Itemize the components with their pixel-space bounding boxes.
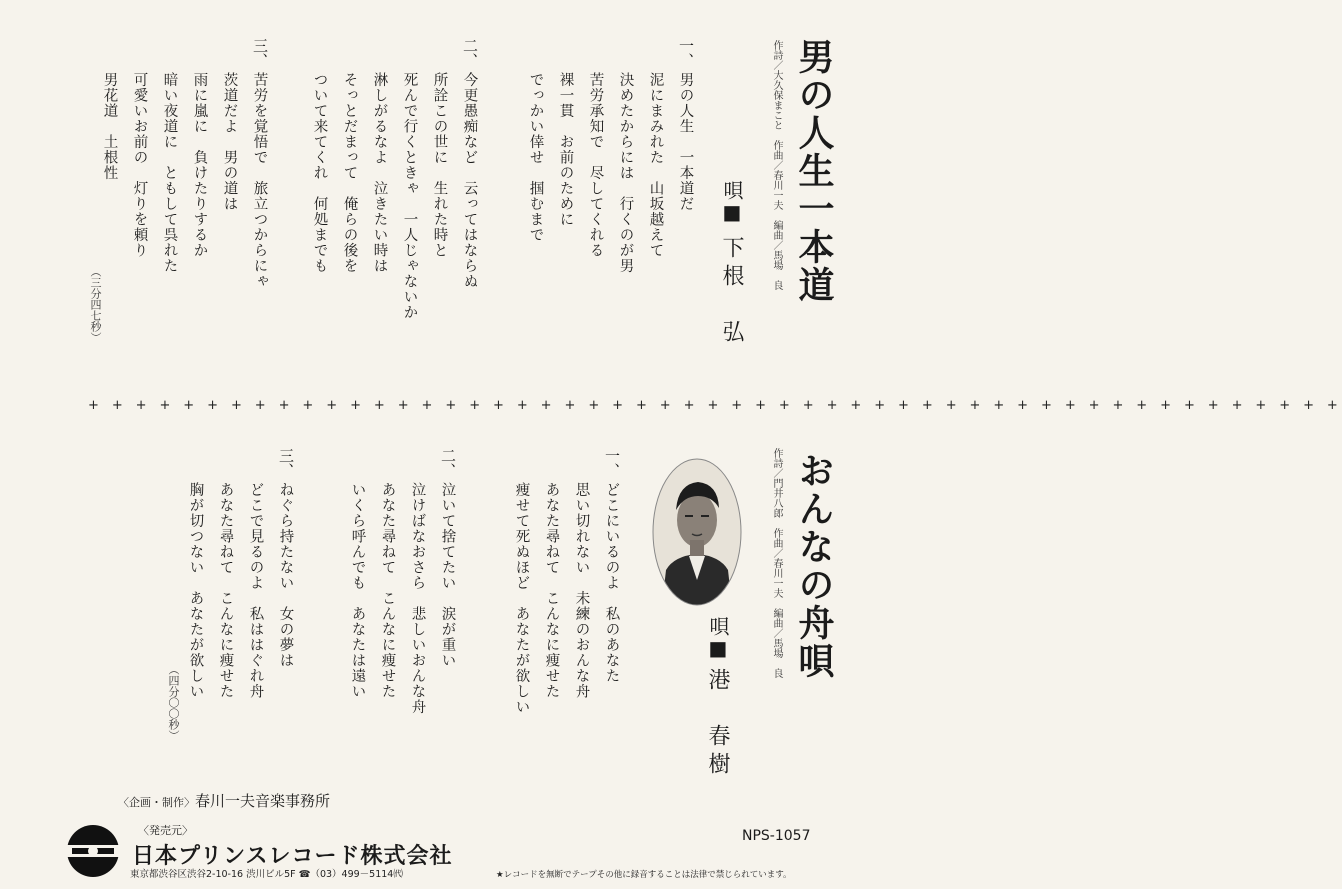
song2-credits: 作詩／門井八郎 作曲／春川一夫 編曲／馬場 良: [771, 448, 782, 678]
record-label-logo: [62, 823, 124, 879]
song1-lyric-line: 泥にまみれた 山坂越えて: [647, 72, 664, 258]
song2-verse3-number: 三、: [277, 448, 295, 478]
production-label: 〈企画・制作〉: [118, 796, 195, 809]
song2-lyric-line: どこにいるのよ 私のあなた: [603, 482, 620, 684]
song1-lyric-line: 所詮この世に 生れた時と: [431, 72, 448, 258]
song1-lyric-line: 今更愚痴など 云ってはならぬ: [461, 72, 478, 289]
song2-lyric-line: ねぐら持たない 女の夢は: [277, 482, 294, 668]
song1-lyric-line: 死んで行くときゃ 一人じゃないか: [401, 72, 418, 320]
song1-lyric-line: 雨に嵐に 負けたりするか: [191, 72, 208, 258]
song1-lyric-line: でっかい倖せ 掴むまで: [527, 72, 544, 243]
copyright-notice: ★レコードを無断でテープその他に録音することは法律で禁じられています。: [496, 870, 792, 880]
song1-lyric-line: 茨道だよ 男の道は: [221, 72, 238, 212]
song1-lyric-line: 裸一貫 お前のために: [557, 72, 574, 227]
song2-singer-name: 港 春樹: [705, 668, 730, 780]
song1-lyric-line: 決めたからには 行くのが男: [617, 72, 634, 274]
song1-lyric-line: 苦労を覚悟で 旅立つからにゃ: [251, 72, 268, 289]
song2-lyric-line: 思い切れない 未練のおんな舟: [573, 482, 590, 699]
song2-verse1-number: 一、: [603, 448, 621, 478]
song1-lyric-line: そっとだまって 俺らの後を: [341, 72, 358, 274]
song2-lyric-line: どこで見るのよ 私ははぐれ舟: [247, 482, 264, 699]
song2-verse2-number: 二、: [439, 448, 457, 478]
song1-verse2-number: 二、: [461, 38, 479, 68]
song2-singer-label: 唄■: [706, 616, 730, 660]
song1-singer-label: 唄■: [720, 180, 744, 224]
song1-lyric-line: 暗い夜道に ともして呉れた: [161, 72, 178, 274]
song1-duration: （三分四七秒）: [89, 266, 102, 343]
song1-singer-name: 下根 弘: [719, 236, 744, 348]
song2-lyric-line: 泣いて捨てたい 涙が重い: [439, 482, 456, 668]
production-credit: [118, 790, 330, 811]
seller-label: 〈発売元〉: [138, 824, 193, 837]
song2-title: おんなの舟唄: [793, 452, 835, 680]
song1-lyric-line: 苦労承知で 尽してくれる: [587, 72, 604, 258]
record-company-name: 日本プリンスレコード株式会社: [132, 844, 453, 869]
song2-duration: （四分〇〇秒）: [167, 664, 180, 741]
song2-lyric-line: 痩せて死ぬほど あなたが欲しい: [513, 482, 530, 715]
song1-lyric-line: 可愛いお前の 灯りを頼り: [131, 72, 148, 258]
song2-lyric-line: 泣けばなおさら 悲しいおんな舟: [409, 482, 426, 715]
song2-lyric-line: あなた尋ねて こんなに痩せた: [217, 482, 234, 699]
company-address: 東京都渋谷区渋谷2-10-16 渋川ビル5F ☎（03）499－5114㈹: [130, 869, 403, 880]
song2-lyric-line: いくら呼んでも あなたは遠い: [349, 482, 366, 699]
song1-title: 男の人生一本道: [793, 38, 835, 304]
song1-verse1-number: 一、: [677, 38, 695, 68]
production-company: 春川一夫音楽事務所: [195, 792, 331, 810]
song2-lyric-line: あなた尋ねて こんなに痩せた: [543, 482, 560, 699]
section-divider: + + + + + + + + + + + + + + + + + + + + + + + + + + + + + + + + + + + + + + + + + + + + + + + + + + + + +: [88, 398, 1342, 413]
singer-portrait: [652, 458, 742, 606]
song1-lyric-line: 男花道 土根性: [101, 72, 118, 181]
song1-lyric-line: 男の人生 一本道だ: [677, 72, 694, 212]
song2-lyric-line: 胸が切つない あなたが欲しい: [187, 482, 204, 699]
song2-lyric-line: あなた尋ねて こんなに痩せた: [379, 482, 396, 699]
song1-credits: 作詩／大久保まこと 作曲／春川一夫 編曲／馬場 良: [771, 40, 782, 290]
song1-verse3-number: 三、: [251, 38, 269, 68]
song1-lyric-line: ついて来てくれ 何処までも: [311, 72, 328, 274]
song1-lyric-line: 淋しがるなよ 泣きたい時は: [371, 72, 388, 274]
catalog-number: NPS-1057: [742, 828, 811, 844]
